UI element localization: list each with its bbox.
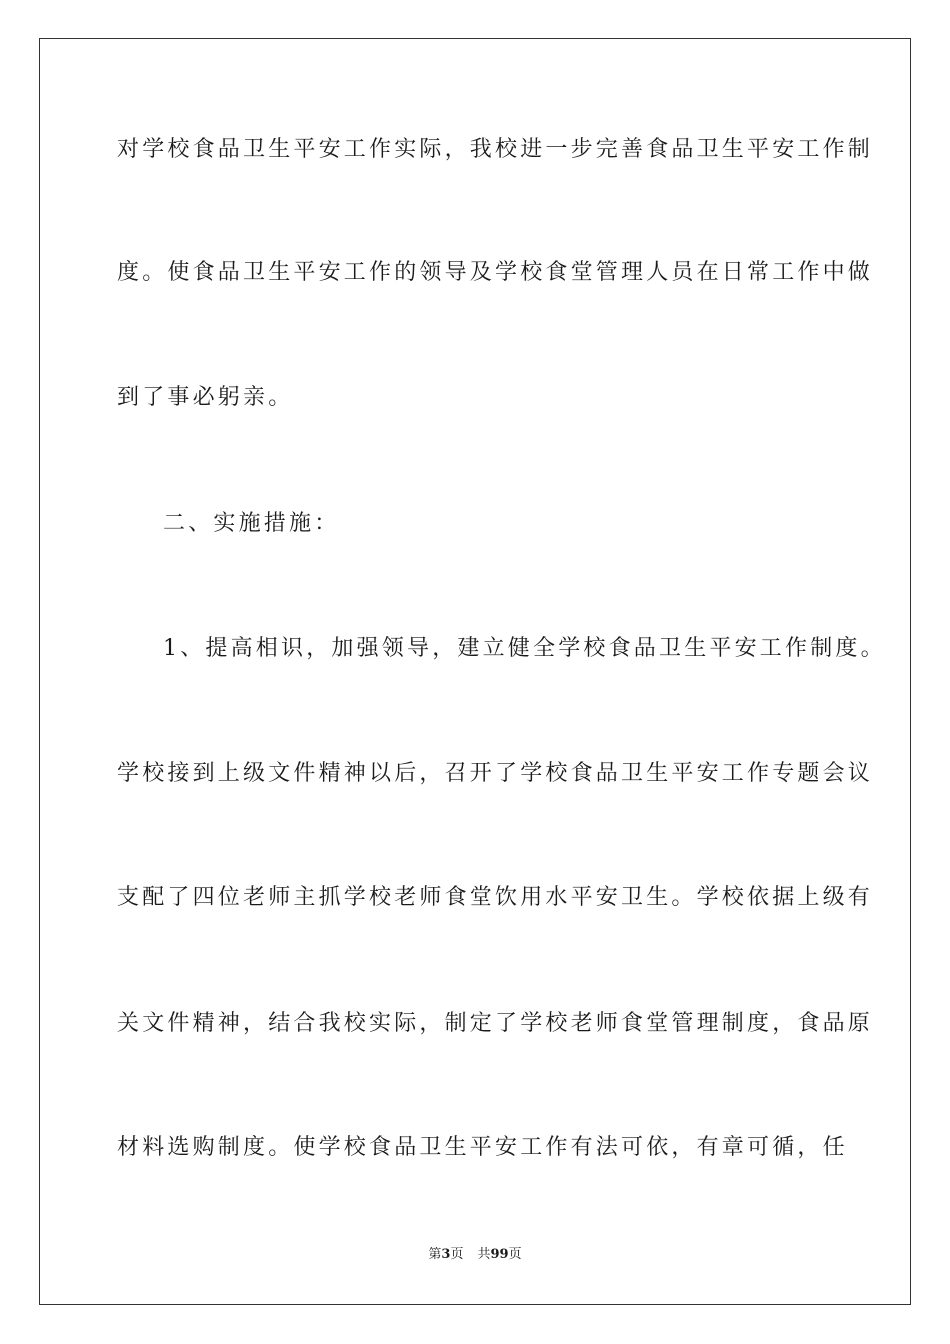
body-line-5: 1、提高相识，加强领导，建立健全学校食品卫生平安工作制度。 xyxy=(163,636,886,661)
footer-total-pages: 99 xyxy=(490,1247,509,1262)
footer-total-prefix: 共 xyxy=(477,1247,491,1262)
body-line-9: 材料选购制度。使学校食品卫生平安工作有法可依，有章可循，任 xyxy=(117,1135,848,1160)
footer-page-suffix: 页 xyxy=(450,1247,464,1262)
page-frame xyxy=(39,38,911,1305)
body-line-2: 度。使食品卫生平安工作的领导及学校食堂管理人员在日常工作中做 xyxy=(117,260,874,285)
body-line-3: 到了事必躬亲。 xyxy=(117,385,294,410)
body-line-7: 支配了四位老师主抓学校老师食堂饮用水平安卫生。学校依据上级有 xyxy=(117,885,874,910)
body-line-1: 对学校食品卫生平安工作实际，我校进一步完善食品卫生平安工作制 xyxy=(117,137,874,162)
body-line-8: 关文件精神，结合我校实际，制定了学校老师食堂管理制度，食品原 xyxy=(117,1011,874,1036)
footer-page-prefix: 第 xyxy=(428,1247,442,1262)
footer-page-number: 3 xyxy=(441,1247,451,1262)
section-heading: 二、实施措施： xyxy=(163,511,340,536)
body-line-6: 学校接到上级文件精神以后，召开了学校食品卫生平安工作专题会议 xyxy=(117,761,874,786)
page-footer xyxy=(0,1246,950,1264)
footer-total-suffix: 页 xyxy=(508,1247,522,1262)
